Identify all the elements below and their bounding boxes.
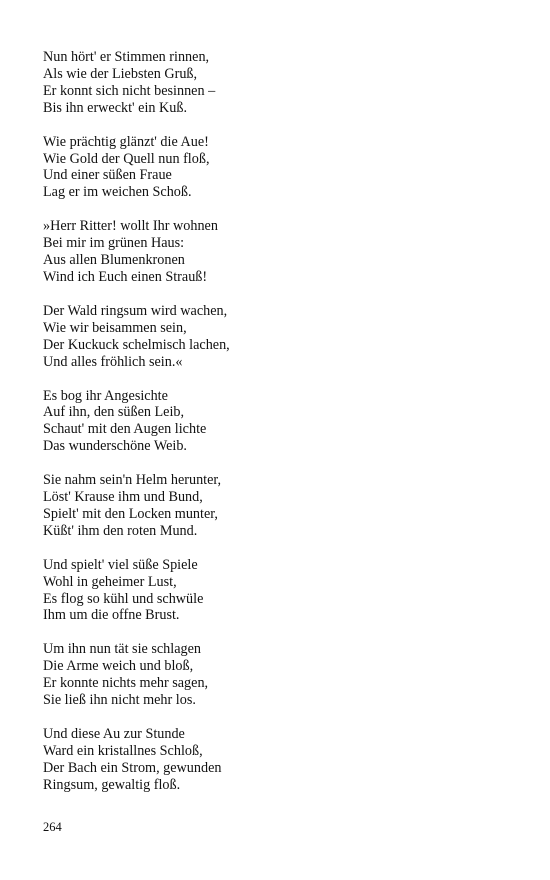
poem-line: Sie ließ ihn nicht mehr los. bbox=[43, 692, 196, 709]
poem-line: Er konnt sich nicht besinnen – bbox=[43, 82, 216, 99]
poem bbox=[43, 49, 503, 811]
poem-line: Nun hört' er Stimmen rinnen, bbox=[43, 49, 210, 65]
poem-line: Um ihn nun tät sie schlagen bbox=[43, 641, 202, 658]
poem-line: Und spielt' viel süße Spiele bbox=[43, 556, 198, 573]
poem-line: Löst' Krause ihm und Bund, bbox=[43, 489, 203, 506]
poem-line: Der Kuckuck schelmisch lachen, bbox=[43, 336, 230, 353]
poem-line: Bei mir im grünen Haus: bbox=[43, 235, 185, 252]
poem-line: Ward ein kristallnes Schloß, bbox=[43, 742, 203, 759]
poem-line: Ringsum, gewaltig floß. bbox=[43, 776, 181, 793]
poem-line: Die Arme weich und bloß, bbox=[43, 658, 194, 675]
poem-line: Und alles fröhlich sein.« bbox=[43, 353, 183, 370]
poem-line: Wie prächtig glänzt' die Aue! bbox=[43, 133, 209, 150]
stanza-3 bbox=[43, 218, 503, 286]
poem-line: Bis ihn erweckt' ein Kuß. bbox=[43, 99, 188, 116]
poem-line: Ihm um die offne Brust. bbox=[43, 607, 180, 624]
stanza-4 bbox=[43, 303, 503, 371]
poem-line: Und einer süßen Fraue bbox=[43, 167, 172, 184]
poem-line: Aus allen Blumenkronen bbox=[43, 252, 185, 269]
poem-line: Spielt' mit den Locken munter, bbox=[43, 505, 218, 522]
poem-line: Das wunderschöne Weib. bbox=[43, 438, 187, 455]
poem-line: Wohl in geheimer Lust, bbox=[43, 573, 177, 590]
poem-line: Der Bach ein Strom, gewunden bbox=[43, 759, 222, 776]
poem-line: Er konnte nichts mehr sagen, bbox=[43, 675, 209, 692]
poem-line: Wind ich Euch einen Strauß! bbox=[43, 268, 208, 285]
poem-line: Als wie der Liebsten Gruß, bbox=[43, 65, 198, 82]
stanza-8 bbox=[43, 641, 503, 709]
stanza-9 bbox=[43, 726, 503, 794]
page-number: 264 bbox=[43, 820, 62, 834]
stanza-1 bbox=[43, 49, 503, 117]
poem-line: Der Wald ringsum wird wachen, bbox=[43, 302, 228, 319]
poem-line: Und diese Au zur Stunde bbox=[43, 726, 185, 742]
stanza-6 bbox=[43, 472, 503, 540]
stanza-2 bbox=[43, 134, 503, 202]
poem-line: Sie nahm sein'n Helm herunter, bbox=[43, 472, 222, 489]
stanza-7 bbox=[43, 557, 503, 625]
poem-line: Es bog ihr Angesichte bbox=[43, 387, 168, 404]
poem-line: Wie Gold der Quell nun floß, bbox=[43, 150, 210, 167]
poem-line: Wie wir beisammen sein, bbox=[43, 319, 187, 336]
poem-line: Auf ihn, den süßen Leib, bbox=[43, 404, 185, 421]
poem-line: Lag er im weichen Schoß. bbox=[43, 184, 192, 201]
poem-line: Schaut' mit den Augen lichte bbox=[43, 421, 207, 438]
poem-line: »Herr Ritter! wollt Ihr wohnen bbox=[43, 218, 218, 235]
poem-line: Es flog so kühl und schwüle bbox=[43, 590, 204, 607]
poem-line: Küßt' ihm den roten Mund. bbox=[43, 522, 198, 539]
stanza-5 bbox=[43, 388, 503, 456]
